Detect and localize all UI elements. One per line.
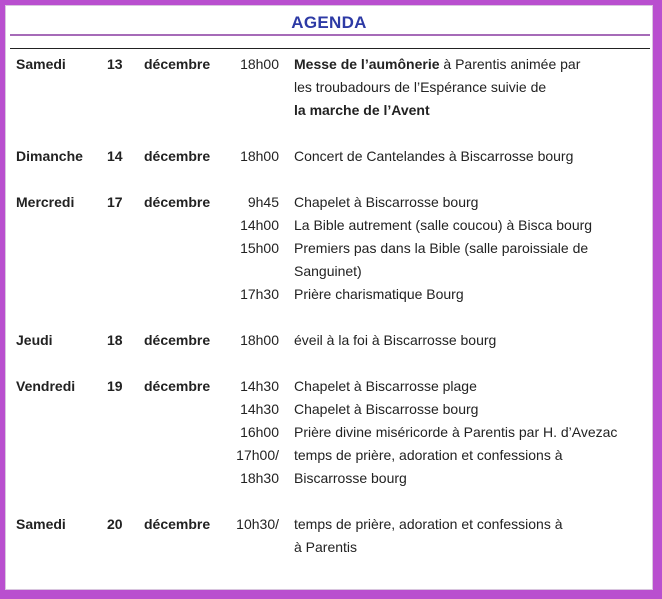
day-number: 20 (107, 516, 123, 532)
agenda-day (6, 512, 652, 558)
header-divider (10, 48, 650, 49)
agenda-day (6, 190, 652, 305)
event-description (294, 378, 477, 394)
event-time: 18h00 (240, 148, 279, 164)
day-number: 19 (107, 378, 123, 394)
event-description (294, 240, 588, 256)
event-time: 18h00 (240, 332, 279, 348)
event-text: Prière divine miséricorde à Parentis par H. d’Avezac (294, 424, 618, 440)
event-description (294, 217, 592, 233)
event-time: 18h30 (240, 470, 279, 486)
event-description (294, 470, 407, 486)
day-name: Mercredi (16, 194, 75, 210)
event-time: 10h30/ (236, 516, 279, 532)
day-number: 14 (107, 148, 123, 164)
event-description (294, 447, 563, 463)
agenda-line (6, 397, 652, 420)
event-text: temps de prière, adoration et confessions à (294, 516, 563, 532)
day-name: Samedi (16, 516, 66, 532)
agenda-line (6, 420, 652, 443)
event-description (294, 516, 563, 532)
month-name: décembre (144, 148, 211, 164)
event-description (294, 401, 478, 417)
agenda-day (6, 144, 652, 167)
day-number: 17 (107, 194, 123, 210)
event-description (294, 56, 580, 72)
agenda-line (6, 374, 652, 397)
agenda-day (6, 52, 652, 121)
agenda-panel (5, 5, 653, 590)
page-title: AGENDA (291, 13, 367, 32)
event-description (294, 79, 546, 95)
agenda-line (6, 213, 652, 236)
event-text: éveil à la foi à Biscarrosse bourg (294, 332, 497, 348)
event-highlight: Messe de l’aumônerie (294, 56, 440, 72)
day-name: Dimanche (16, 148, 83, 164)
event-time: 14h30 (240, 378, 279, 394)
agenda-line (6, 466, 652, 489)
event-time: 15h00 (240, 240, 279, 256)
agenda-day (6, 374, 652, 489)
day-name: Jeudi (16, 332, 53, 348)
event-description (294, 102, 430, 118)
day-name: Samedi (16, 56, 66, 72)
event-time: 17h00/ (236, 447, 279, 463)
event-text: Chapelet à Biscarrosse bourg (294, 194, 479, 210)
event-text: à Parentis (294, 539, 358, 555)
event-time: 16h00 (240, 424, 279, 440)
event-time: 18h00 (240, 56, 279, 72)
day-name: Vendredi (16, 378, 76, 394)
event-description (294, 424, 617, 440)
event-highlight: la marche de l’Avent (294, 102, 430, 118)
event-time: 17h30 (240, 286, 279, 302)
event-text: les troubadours de l’Espérance suivie de (294, 79, 547, 95)
day-number: 13 (107, 56, 123, 72)
agenda-line (6, 535, 652, 558)
agenda-day (6, 328, 652, 351)
month-name: décembre (144, 378, 211, 394)
agenda-line (6, 443, 652, 466)
month-name: décembre (144, 56, 211, 72)
agenda-line (6, 259, 652, 282)
event-text: Concert de Cantelandes à Biscarrosse bourg (294, 148, 574, 164)
month-name: décembre (144, 332, 211, 348)
event-text: Biscarrosse bourg (294, 470, 407, 486)
title-divider (10, 34, 650, 36)
title-row (6, 6, 652, 36)
event-text: Prière charismatique Bourg (294, 286, 464, 302)
agenda-line (6, 328, 652, 351)
event-time: 14h00 (240, 217, 279, 233)
event-text: Premiers pas dans la Bible (salle paroissiale de (294, 240, 589, 256)
event-text: La Bible autrement (salle coucou) à Bisca bourg (294, 217, 593, 233)
month-name: décembre (144, 516, 211, 532)
event-text: Sanguinet) (294, 263, 362, 279)
event-text: Chapelet à Biscarrosse plage (294, 378, 477, 394)
agenda-line (6, 190, 652, 213)
agenda-line (6, 144, 652, 167)
event-description (294, 148, 573, 164)
agenda-line (6, 282, 652, 305)
month-name: décembre (144, 194, 211, 210)
event-text: temps de prière, adoration et confessions à (294, 447, 563, 463)
event-text: à Parentis animée par (439, 56, 581, 72)
agenda-line (6, 512, 652, 535)
event-time: 14h30 (240, 401, 279, 417)
agenda-line (6, 236, 652, 259)
event-time: 9h45 (247, 194, 279, 210)
event-description (294, 539, 357, 555)
agenda-line (6, 98, 652, 121)
event-description (294, 194, 478, 210)
event-description (294, 263, 362, 279)
event-description (294, 286, 464, 302)
event-description (294, 332, 496, 348)
event-text: Chapelet à Biscarrosse bourg (294, 401, 479, 417)
agenda-line (6, 52, 652, 75)
agenda-list (6, 52, 652, 581)
day-number: 18 (107, 332, 123, 348)
agenda-line (6, 75, 652, 98)
